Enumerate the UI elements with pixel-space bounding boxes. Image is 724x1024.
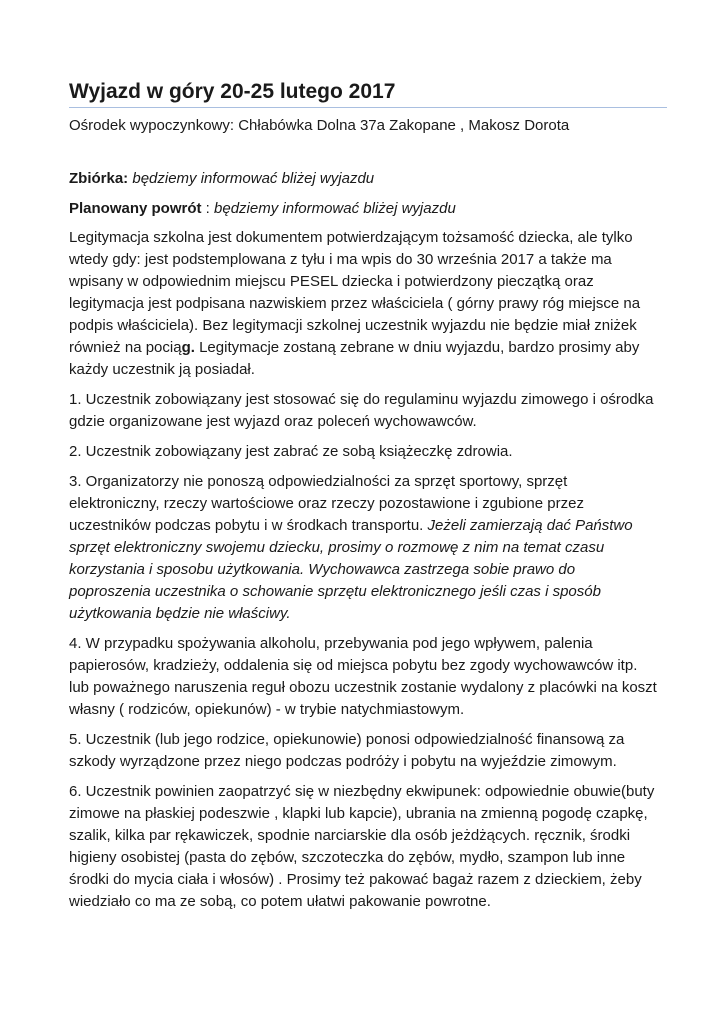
zbiorka-value: będziemy informować bliżej wyjazdu xyxy=(132,170,375,187)
zbiorka-line xyxy=(69,168,659,190)
powrot-label: Planowany powrót xyxy=(69,200,202,217)
rule-3-italic: Jeżeli zamierzają dać Państwo sprzęt elektroniczny swojemu dziecku, prosimy o rozmowę z nim na temat czasu korzystania i sposobu użytkowania. Wychowawca zastrzega sobie prawo do poproszenia uczestnika o schowanie sprzętu elektronicznego jeśli czas i sposób użytkowania będzie nie właściwy. xyxy=(69,517,633,622)
rule-2: 2. Uczestnik zobowiązany jest zabrać ze sobą książeczkę zdrowia. xyxy=(69,443,513,460)
powrot-line xyxy=(69,198,659,220)
rule-5: 5. Uczestnik (lub jego rodzice, opiekunowie) ponosi odpowiedzialność finansową za szkody wyrządzone przez niego podczas podróży i pobytu na wyjeździe zimowym. xyxy=(69,731,625,770)
zbiorka-label: Zbiórka: xyxy=(69,170,129,187)
page-title: Wyjazd w góry 20-25 lutego 2017 xyxy=(69,78,667,108)
legitymacja-paragraph xyxy=(69,227,659,381)
rule-3-plain: 3. Organizatorzy nie ponoszą odpowiedzialności za sprzęt sportowy, sprzęt elektroniczny, rzeczy wartościowe oraz rzeczy pozostawione i zgubione przez uczestników podczas pobytu i w środkach transportu. xyxy=(69,473,584,534)
rule-3 xyxy=(69,471,659,625)
legitymacja-text-1: Legitymacja szkolna jest dokumentem potwierdzającym tożsamość dziecka, ale tylko wtedy gdy: jest podstemplowana z tyłu i ma wpis do 30 września 2017 a także ma wpisany w odpowiednim miejscu PESEL dziecka i potwierdzony pieczątką oraz legitymacja jest podpisana nazwiskiem przez właściciela ( górny prawy róg miejsce na podpis właściciela). Bez legitymacji szkolnej uczestnik wyjazdu nie będzie miał zniżek również na pocią xyxy=(69,229,641,356)
document-page xyxy=(69,78,659,913)
powrot-separator: : xyxy=(201,200,215,217)
legitymacja-text-2: Legitymacje zostaną zebrane w dniu wyjazdu, bardzo prosimy aby każdy uczestnik ją posiadał. xyxy=(69,339,640,378)
legitymacja-bold: g. xyxy=(181,339,195,356)
powrot-value: będziemy informować bliżej wyjazdu xyxy=(214,200,456,217)
rule-4: 4. W przypadku spożywania alkoholu, przebywania pod jego wpływem, palenia papierosów, kradzieży, oddalenia się od miejsca pobytu bez zgody wychowawców itp. lub poważnego naruszenia reguł obozu uczestnik zostanie wydalony z placówki na koszt własny ( rodziców, opiekunów) - w trybie natychmiastowym. xyxy=(69,635,657,718)
rule-1: 1. Uczestnik zobowiązany jest stosować się do regulaminu wyjazdu zimowego i ośrodka gdzie organizowane jest wyjazd oraz poleceń wychowawców. xyxy=(69,391,654,430)
rule-6: 6. Uczestnik powinien zaopatrzyć się w niezbędny ekwipunek: odpowiednie obuwie(buty zimowe na płaskiej podeszwie , klapki lub kapcie), ubrania na zmienną pogodę czapkę, szalik, kilka par rękawiczek, spodnie narciarskie dla osób jeżdżących. ręcznik, środki higieny osobistej (pasta do zębów, szczoteczka do zębów, mydło, szampon lub inne środki do mycia ciała i włosów) . Prosimy też pakować bagaż razem z dzieckiem, żeby wiedziało co ma ze sobą, co potem ułatwi pakowanie powrotne. xyxy=(69,783,655,910)
subtitle: Ośrodek wypoczynkowy: Chłabówka Dolna 37a Zakopane , Makosz Dorota xyxy=(69,117,570,134)
